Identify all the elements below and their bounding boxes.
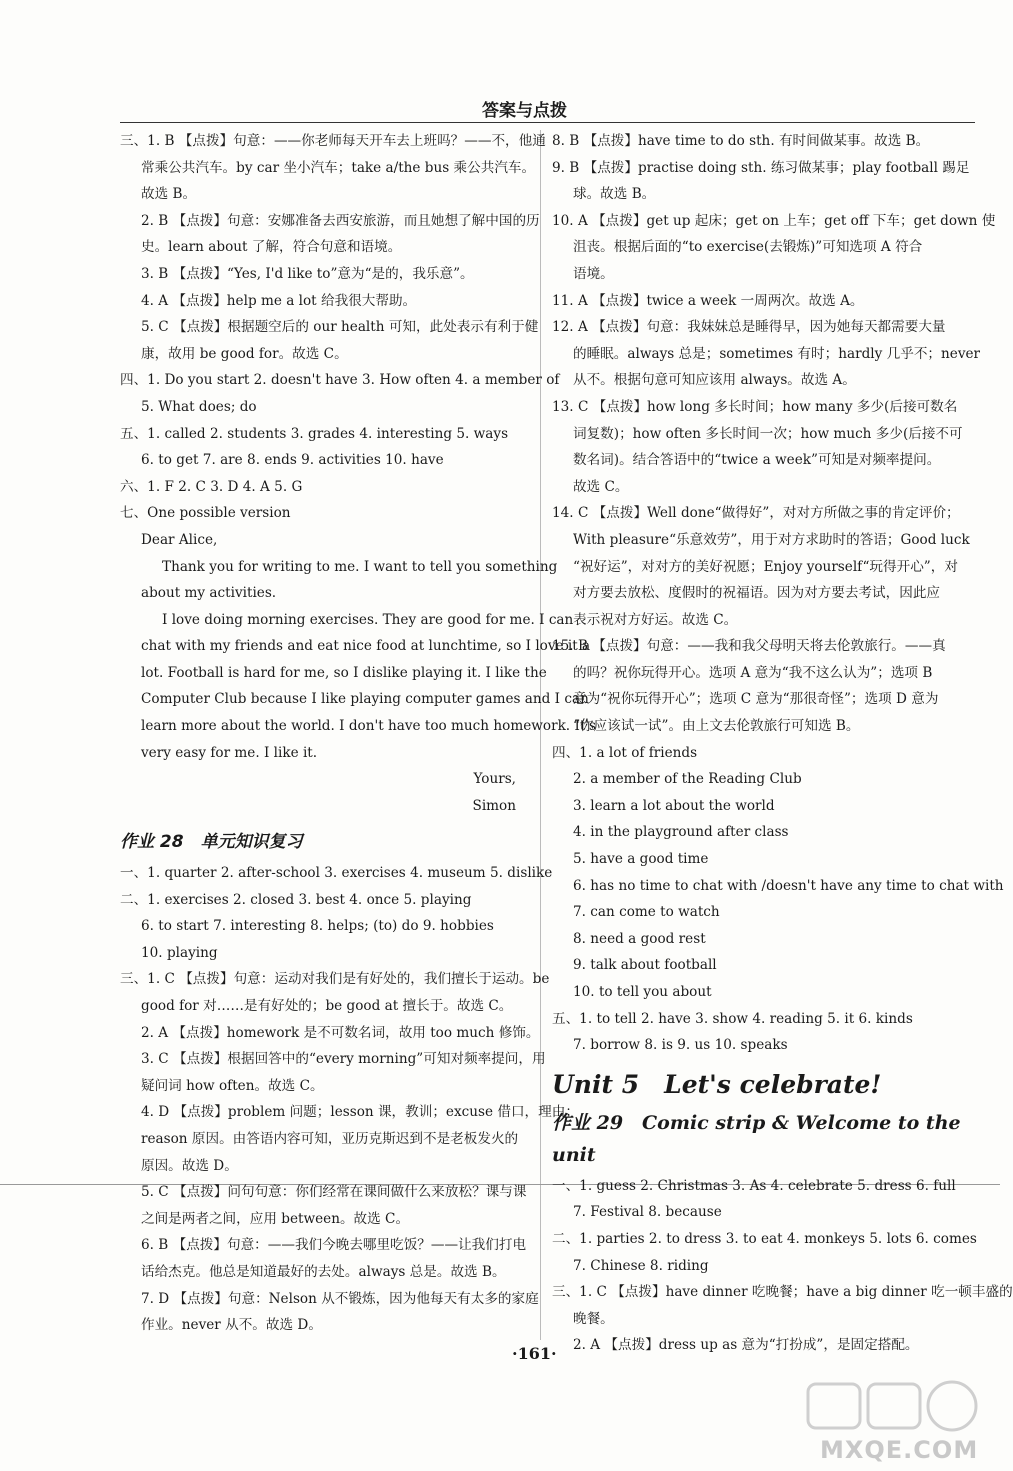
answer-line: 故选 C。 bbox=[573, 478, 629, 495]
left-answers-1 bbox=[120, 128, 596, 819]
answer-line: 数名词)。结合答语中的“twice a week”可知是对频率提问。 bbox=[573, 452, 941, 469]
answer-line: 晚餐。 bbox=[573, 1310, 614, 1327]
answer-line: 7. D 【点拨】句意：Nelson 从不锻炼，因为他每天有太多的家庭 bbox=[141, 1290, 539, 1307]
answer-line: Yours, bbox=[473, 771, 516, 788]
answer-line: Dear Alice, bbox=[141, 531, 218, 548]
answer-line: 之间是两者之间，应用 between。故选 C。 bbox=[141, 1210, 410, 1227]
answer-line: 的吗？祝你玩得开心。选项 A 意为“我不这么认为”；选项 B bbox=[573, 664, 933, 681]
header-title: 答案与点拨 bbox=[482, 101, 567, 121]
answer-line: 沮丧。根据后面的“to exercise(去锻炼)”可知选项 A 符合 bbox=[573, 239, 923, 256]
answer-line: 14. C 【点拨】Well done“做得好”，对对方所做之事的肯定评价； bbox=[552, 505, 960, 522]
section-28-title: 作业 28 单元知识复习 bbox=[120, 832, 303, 853]
answer-line: 七、One possible version bbox=[120, 505, 291, 522]
answer-line: 2. A 【点拨】homework 是不可数名词，故用 too much 修饰。 bbox=[141, 1024, 540, 1041]
answer-line: 的睡眠。always 总是；sometimes 有时；hardly 几乎不；never bbox=[573, 345, 981, 362]
left-answers-2 bbox=[120, 860, 579, 1339]
right-answers-2 bbox=[552, 1173, 1013, 1359]
answer-line: 一、1. quarter 2. after-school 3. exercises 4. museum 5. dislike bbox=[120, 865, 553, 882]
answer-line: 疑问词 how often。故选 C。 bbox=[141, 1077, 324, 1094]
answer-line: 从不。根据句意可知应该用 always。故选 A。 bbox=[573, 372, 856, 389]
right-answers-1 bbox=[552, 128, 1004, 1059]
answer-line: 10. playing bbox=[141, 944, 218, 961]
answer-line: 二、1. parties 2. to dress 3. to eat 4. monkeys 5. lots 6. comes bbox=[552, 1230, 977, 1247]
answer-line: 史。learn about 了解，符合句意和语境。 bbox=[141, 239, 402, 256]
answer-line: 常乘公共汽车。by car 坐小汽车；take a/the bus 乘公共汽车。 bbox=[141, 159, 536, 176]
answer-line: 词复数)；how often 多长时间一次；how much 多少(后接不可 bbox=[573, 425, 963, 442]
answer-line: chat with my friends and eat nice food at lunchtime, so I love it a bbox=[141, 638, 591, 655]
answer-line: “你应该试一试”。由上文去伦敦旅行可知选 B。 bbox=[573, 718, 860, 735]
answer-line: 6. to get 7. are 8. ends 9. activities 10. have bbox=[141, 452, 444, 469]
answer-line: 7. Festival 8. because bbox=[573, 1204, 722, 1221]
answer-line: 10. A 【点拨】get up 起床；get on 上车；get off 下车；get down 使 bbox=[552, 212, 996, 229]
answer-line: 5. C 【点拨】问句句意：你们经常在课间做什么来放松？课与课 bbox=[141, 1184, 527, 1201]
answer-line: 故选 B。 bbox=[141, 186, 197, 203]
answer-line: about my activities. bbox=[141, 585, 277, 602]
answer-line: 一、1. guess 2. Christmas 3. As 4. celebrate 5. dress 6. full bbox=[552, 1177, 956, 1194]
answer-line: 5. What does; do bbox=[141, 398, 257, 415]
answer-line: 对方要去放松、度假时的祝福语。因为对方要去考试，因此应 bbox=[573, 585, 941, 602]
answer-line: 9. B 【点拨】practise doing sth. 练习做某事；play football 踢足 bbox=[552, 159, 970, 176]
answer-line: 四、1. a lot of friends bbox=[552, 744, 698, 761]
page-number: ·161· bbox=[512, 1344, 557, 1363]
answer-line: 12. A 【点拨】句意：我妹妹总是睡得早，因为她每天都需要大量 bbox=[552, 319, 946, 336]
answer-line: 球。故选 B。 bbox=[573, 186, 656, 203]
answer-line: 8. B 【点拨】have time to do sth. 有时间做某事。故选 B。 bbox=[552, 133, 930, 149]
answer-line: 五、1. to tell 2. have 3. show 4. reading 5. it 6. kinds bbox=[552, 1010, 913, 1027]
answer-line: 3. B 【点拨】“Yes, I'd like to”意为“是的，我乐意”。 bbox=[141, 265, 474, 282]
answer-line: 2. A 【点拨】dress up as 意为“打扮成”，是固定搭配。 bbox=[573, 1337, 919, 1354]
answer-line: 2. a member of the Reading Club bbox=[573, 771, 802, 788]
answer-line: 8. need a good rest bbox=[573, 930, 706, 947]
answer-line: 7. borrow 8. is 9. us 10. speaks bbox=[573, 1037, 788, 1054]
answer-line: 意为“祝你玩得开心”；选项 C 意为“那很奇怪”；选项 D 意为 bbox=[573, 691, 939, 708]
answer-line: 语境。 bbox=[573, 265, 614, 282]
answer-line: good for 对……是有好处的；be good at 擅长于。故选 C。 bbox=[141, 998, 513, 1014]
answer-line: 2. B 【点拨】句意：安娜准备去西安旅游，而且她想了解中国的历 bbox=[141, 212, 540, 229]
answer-line: 三、1. C 【点拨】have dinner 吃晚餐；have a big dinner 吃一顿丰盛的 bbox=[552, 1284, 1013, 1301]
answer-line: 话给杰克。他总是知道最好的去处。always 总是。故选 B。 bbox=[141, 1263, 506, 1280]
answer-line: Computer Club because I like playing computer games and I can bbox=[141, 691, 589, 708]
watermark-text: MXQE.COM bbox=[820, 1436, 979, 1464]
answer-line: 6. to start 7. interesting 8. helps; (to) do 9. hobbies bbox=[141, 918, 494, 935]
answer-line: 6. B 【点拨】句意：——我们今晚去哪里吃饭？——让我们打电 bbox=[141, 1237, 527, 1254]
answer-line: 五、1. called 2. students 3. grades 4. interesting 5. ways bbox=[120, 425, 509, 442]
answer-line: 三、1. B 【点拨】句意：——你老师每天开车去上班吗？——不，他通 bbox=[120, 133, 546, 149]
unit-title: Unit 5 Let's celebrate! bbox=[552, 1069, 882, 1099]
answer-line: 作业。never 从不。故选 D。 bbox=[141, 1317, 322, 1334]
right-column bbox=[552, 128, 1013, 1359]
answer-line: 4. A 【点拨】help me a lot 给我很大帮助。 bbox=[141, 292, 417, 309]
section-29-title: 作业 29 Comic strip & Welcome to the unit bbox=[552, 1111, 961, 1166]
answer-line: 四、1. Do you start 2. doesn't have 3. How often 4. a member of bbox=[120, 372, 560, 389]
answer-line: 3. C 【点拨】根据回答中的“every morning”可知对频率提问，用 bbox=[141, 1051, 546, 1068]
answer-line: 11. A 【点拨】twice a week 一周两次。故选 A。 bbox=[552, 292, 864, 309]
page-header bbox=[120, 96, 975, 123]
answer-line: 7. Chinese 8. riding bbox=[573, 1257, 709, 1274]
answer-line: 六、1. F 2. C 3. D 4. A 5. G bbox=[120, 478, 303, 495]
answer-line: 15. B 【点拨】句意：——我和我父母明天将去伦敦旅行。——真 bbox=[552, 638, 946, 655]
answer-line: 康，故用 be good for。故选 C。 bbox=[141, 345, 348, 362]
answer-line: 三、1. C 【点拨】句意：运动对我们是有好处的，我们擅长于运动。be bbox=[120, 971, 550, 988]
answer-line: 7. can come to watch bbox=[573, 904, 720, 921]
answer-line: learn more about the world. I don't have too much homework. It's bbox=[141, 718, 596, 735]
answer-line: 6. has no time to chat with /doesn't have any time to chat with bbox=[573, 877, 1004, 894]
answer-line: 10. to tell you about bbox=[573, 984, 712, 1000]
answer-line: 表示祝对方好运。故选 C。 bbox=[573, 611, 738, 628]
answer-line: With pleasure“乐意效劳”，用于对方求助时的答语；Good luck bbox=[573, 531, 970, 548]
answer-line: 5. C 【点拨】根据题空后的 our health 可知，此处表示有利于健 bbox=[141, 319, 539, 336]
answer-line: 4. D 【点拨】problem 问题；lesson 课，教训；excuse 借口，理由； bbox=[141, 1104, 579, 1121]
answer-line: 二、1. exercises 2. closed 3. best 4. once 5. playing bbox=[120, 891, 472, 908]
answer-line: Simon bbox=[472, 797, 516, 814]
answer-line: 4. in the playground after class bbox=[573, 824, 789, 841]
answer-line: 原因。故选 D。 bbox=[141, 1157, 238, 1174]
answer-line: reason 原因。由答语内容可知，亚历克斯迟到不是老板发火的 bbox=[141, 1130, 519, 1147]
answer-line: 9. talk about football bbox=[573, 957, 717, 974]
answer-line: “祝好运”，对对方的美好祝愿；Enjoy yourself“玩得开心”，对 bbox=[573, 558, 958, 575]
answer-line: 13. C 【点拨】how long 多长时间；how many 多少(后接可数名 bbox=[552, 398, 958, 415]
answer-line: very easy for me. I like it. bbox=[141, 744, 318, 761]
answer-line: lot. Football is hard for me, so I dislike playing it. I like the bbox=[141, 664, 547, 681]
answer-line: I love doing morning exercises. They are good for me. I can bbox=[162, 611, 574, 628]
answer-line: Thank you for writing to me. I want to tell you something bbox=[162, 558, 558, 575]
answer-line: 5. have a good time bbox=[573, 851, 709, 868]
answer-line: 3. learn a lot about the world bbox=[573, 797, 775, 814]
